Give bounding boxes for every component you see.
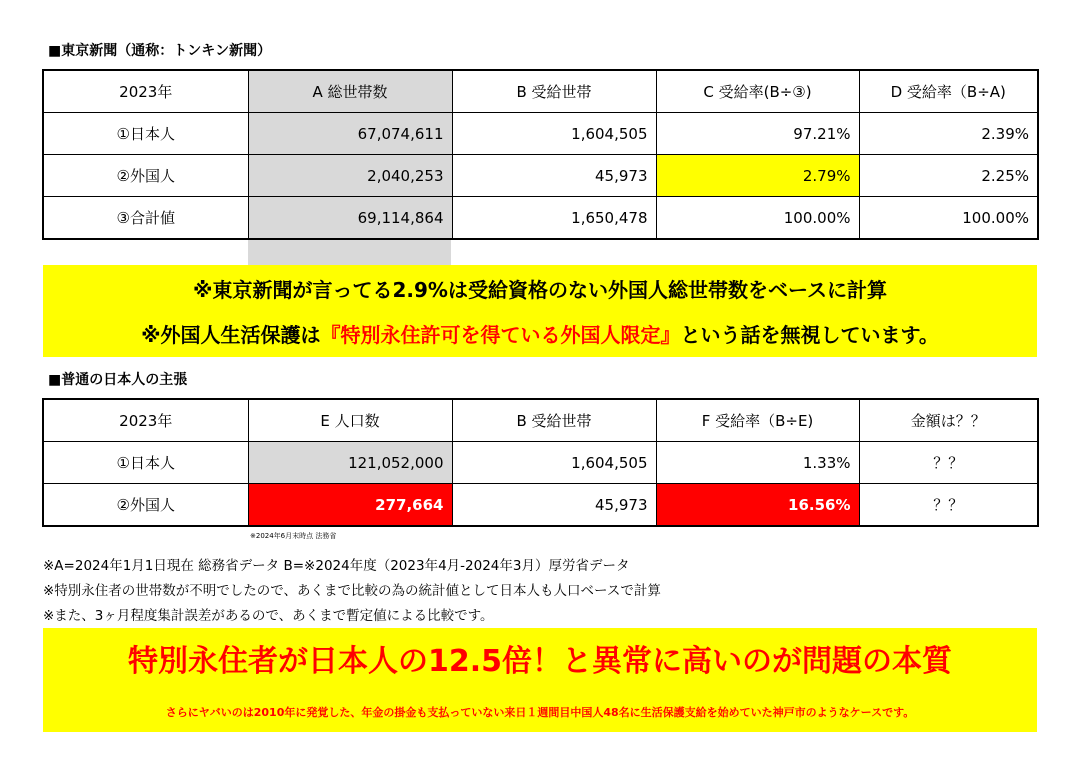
table-row [43, 113, 1038, 155]
cell-total-households: 2,040,253 [248, 155, 452, 197]
conclusion-subline: さらにヤバいのは2010年に発覚した、年金の掛金も支払っていない来日１週間目中国人48名に生活保護支給を始めていた神戸市のようなケースです。 [165, 706, 915, 719]
table-row [43, 484, 1038, 527]
banner-line-2 [43, 319, 1037, 348]
row-label: ①日本人 [43, 442, 248, 484]
cell-total-households: 67,074,611 [248, 113, 452, 155]
cell-population-highlighted: 277,664 [248, 484, 452, 527]
cell-rate-d: 100.00% [859, 197, 1038, 240]
table-header-row [43, 70, 1038, 113]
cell-total-households: 69,114,864 [248, 197, 452, 240]
header-recipient-households: B 受給世帯 [452, 399, 656, 442]
section1-title: ■東京新聞（通称：トンキン新聞） [48, 43, 272, 59]
table-header-row [43, 399, 1038, 442]
note-line: ※特別永住者の世帯数が不明でしたので、あくまで比較の為の統計値として日本人も人口ベースで計算 [43, 583, 661, 599]
header-total-households: A 総世帯数 [248, 70, 452, 113]
cell-recipient-households: 45,973 [452, 155, 656, 197]
cell-recipient-households: 1,604,505 [452, 442, 656, 484]
cell-recipient-households: 1,604,505 [452, 113, 656, 155]
section2-title: ■普通の日本人の主張 [48, 372, 188, 388]
source-footnote: ※2024年6月末時点 法務省 [250, 532, 337, 540]
row-label: ③合計値 [43, 197, 248, 240]
cell-amount: ？？ [859, 442, 1038, 484]
note-line: ※A=2024年1月1日現在 総務省データ B=※2024年度（2023年4月-2024年3月）厚労省データ [43, 558, 630, 574]
cell-rate-c: 100.00% [656, 197, 859, 240]
header-year: 2023年 [43, 399, 248, 442]
cell-rate-f-highlighted: 16.56% [656, 484, 859, 527]
row-label: ②外国人 [43, 484, 248, 527]
header-rate-f: F 受給率（B÷E) [656, 399, 859, 442]
note-line: ※また、3ヶ月程度集計誤差があるので、あくまで暫定値による比較です。 [43, 608, 494, 624]
gray-column-extension [248, 237, 451, 265]
header-recipient-households: B 受給世帯 [452, 70, 656, 113]
banner-line-2-suffix: という話を無視しています。 [680, 323, 939, 347]
header-population: E 人口数 [248, 399, 452, 442]
header-year: 2023年 [43, 70, 248, 113]
cell-rate-f: 1.33% [656, 442, 859, 484]
cell-rate-d: 2.25% [859, 155, 1038, 197]
tokyo-shimbun-table [42, 69, 1039, 240]
conclusion-headline: 特別永住者が日本人の12.5倍！と異常に高いのが問題の本質 [127, 644, 953, 679]
cell-rate-d: 2.39% [859, 113, 1038, 155]
cell-recipient-households: 45,973 [452, 484, 656, 527]
header-amount: 金額は？？ [859, 399, 1038, 442]
row-label: ②外国人 [43, 155, 248, 197]
cell-population: 121,052,000 [248, 442, 452, 484]
header-rate-c: C 受給率(B÷③) [656, 70, 859, 113]
banner-line-1: ※東京新聞が言ってる2.9%は受給資格のない外国人総世帯数をベースに計算 [193, 278, 887, 302]
table-row [43, 155, 1038, 197]
row-label: ①日本人 [43, 113, 248, 155]
explanation-banner [43, 265, 1037, 357]
cell-rate-c: 97.21% [656, 113, 859, 155]
japanese-claim-table [42, 398, 1039, 527]
table-row [43, 197, 1038, 240]
cell-amount: ？？ [859, 484, 1038, 527]
table-row [43, 442, 1038, 484]
header-rate-d: D 受給率（B÷A) [859, 70, 1038, 113]
cell-rate-c-highlighted: 2.79% [656, 155, 859, 197]
cell-recipient-households: 1,650,478 [452, 197, 656, 240]
conclusion-banner [43, 628, 1037, 732]
banner-line-2-prefix: ※外国人生活保護は [141, 323, 321, 347]
banner-line-2-red: 『特別永住許可を得ている外国人限定』 [320, 323, 681, 347]
